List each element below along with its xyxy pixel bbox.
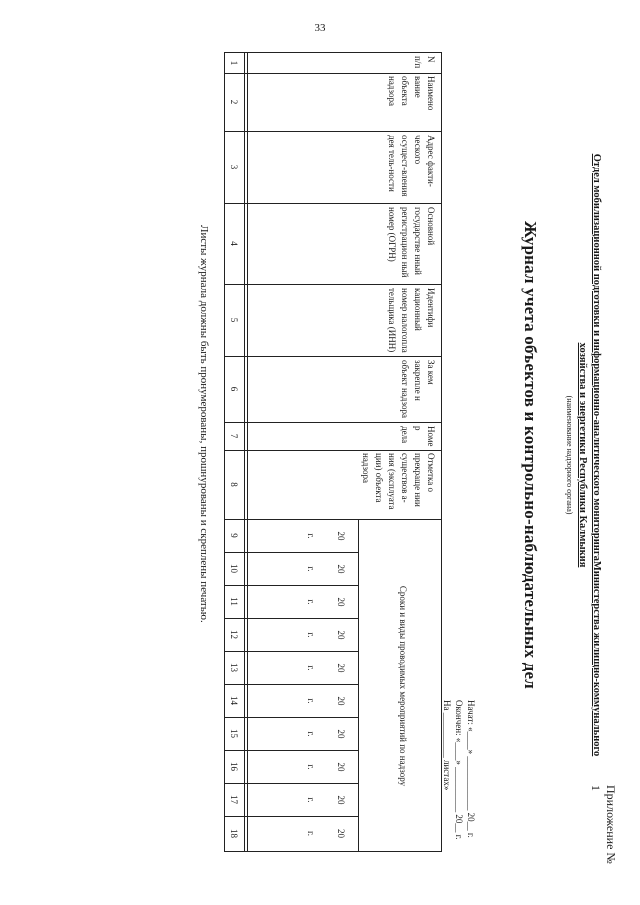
- column-number: 13: [229, 663, 239, 672]
- column-number: 16: [229, 762, 239, 771]
- column-number: 10: [229, 564, 239, 573]
- year-header-10: 20 г.: [306, 564, 346, 574]
- year-header-13: 20 г.: [306, 663, 346, 673]
- dates-block: [441, 700, 477, 840]
- end-date: Окончен: «____» __________ 20__ г.: [454, 700, 464, 840]
- page-number: 33: [314, 22, 326, 34]
- column-number: 15: [229, 729, 239, 738]
- journal-table: [224, 52, 442, 852]
- organization-caption: (наименование надзорного органа): [565, 395, 574, 515]
- column-number: 8: [229, 482, 239, 487]
- rotated-page-content: [20, 40, 620, 870]
- column-number: 2: [229, 99, 239, 105]
- column-number: 14: [229, 696, 239, 705]
- column-number: 5: [229, 317, 239, 323]
- year-header-11: 20 г.: [306, 597, 346, 607]
- year-header-15: 20 г.: [306, 729, 346, 739]
- sheets-count: На __________ листах»: [442, 700, 452, 791]
- column-number: 12: [229, 630, 239, 639]
- annex-label: Приложение № 1: [589, 785, 618, 864]
- header-inn: Идентифи кационный номер налогопла тельщика (ИНН): [387, 288, 436, 353]
- header-num: N п/п: [413, 56, 436, 69]
- column-number: 11: [229, 597, 239, 606]
- year-header-17: 20 г.: [306, 795, 346, 805]
- year-header-16: 20 г.: [306, 762, 346, 772]
- journal-title: Журнал учета объектов и контрольно-наблюдательных дел: [521, 221, 540, 689]
- column-number: 18: [229, 829, 239, 838]
- column-number: 9: [229, 533, 239, 538]
- column-number: 6: [229, 386, 239, 392]
- column-number: 4: [229, 241, 239, 246]
- year-header-12: 20 г.: [306, 630, 346, 640]
- header-case: Номе р дела: [400, 426, 436, 447]
- header-mark: Отметка о прекраще нии существов а-ния (эксплуата ции) объекта надзора: [361, 453, 436, 510]
- header-assigned: За кем закрепле н объект надзора: [400, 360, 436, 418]
- footer-note: Листы журнала должны быть пронумерованы, прошнурованы и скреплены печатью.: [198, 225, 210, 623]
- organization-line-1: Отдел мобилизационной подготовки и информационно-аналитического мониторингаМинистерства жилищно-коммунального: [591, 153, 602, 757]
- start-date: Начат: «____» ____________ 20__ г.: [466, 700, 476, 838]
- header-ogrn: Основной государстве нный регистрацион ный номер (ОГРН): [387, 207, 436, 278]
- year-header-14: 20 г.: [306, 696, 346, 706]
- column-number: 17: [229, 795, 239, 804]
- column-number: 7: [229, 433, 239, 439]
- column-number: 3: [229, 164, 239, 170]
- year-header-18: 20 г.: [306, 829, 346, 838]
- header-address: Адрес факти-ческого осущест-вления дея тель-ности: [387, 135, 436, 197]
- organization-line-2: хозяйства и энергетики Республики Калмыкия: [577, 342, 588, 568]
- year-header-9: 20 г.: [306, 531, 346, 541]
- column-number: 1: [229, 60, 239, 66]
- header-name: Наимено вание объекта надзора: [387, 76, 436, 111]
- header-periods: Сроки и виды проводимых мероприятий по надзору: [398, 585, 408, 787]
